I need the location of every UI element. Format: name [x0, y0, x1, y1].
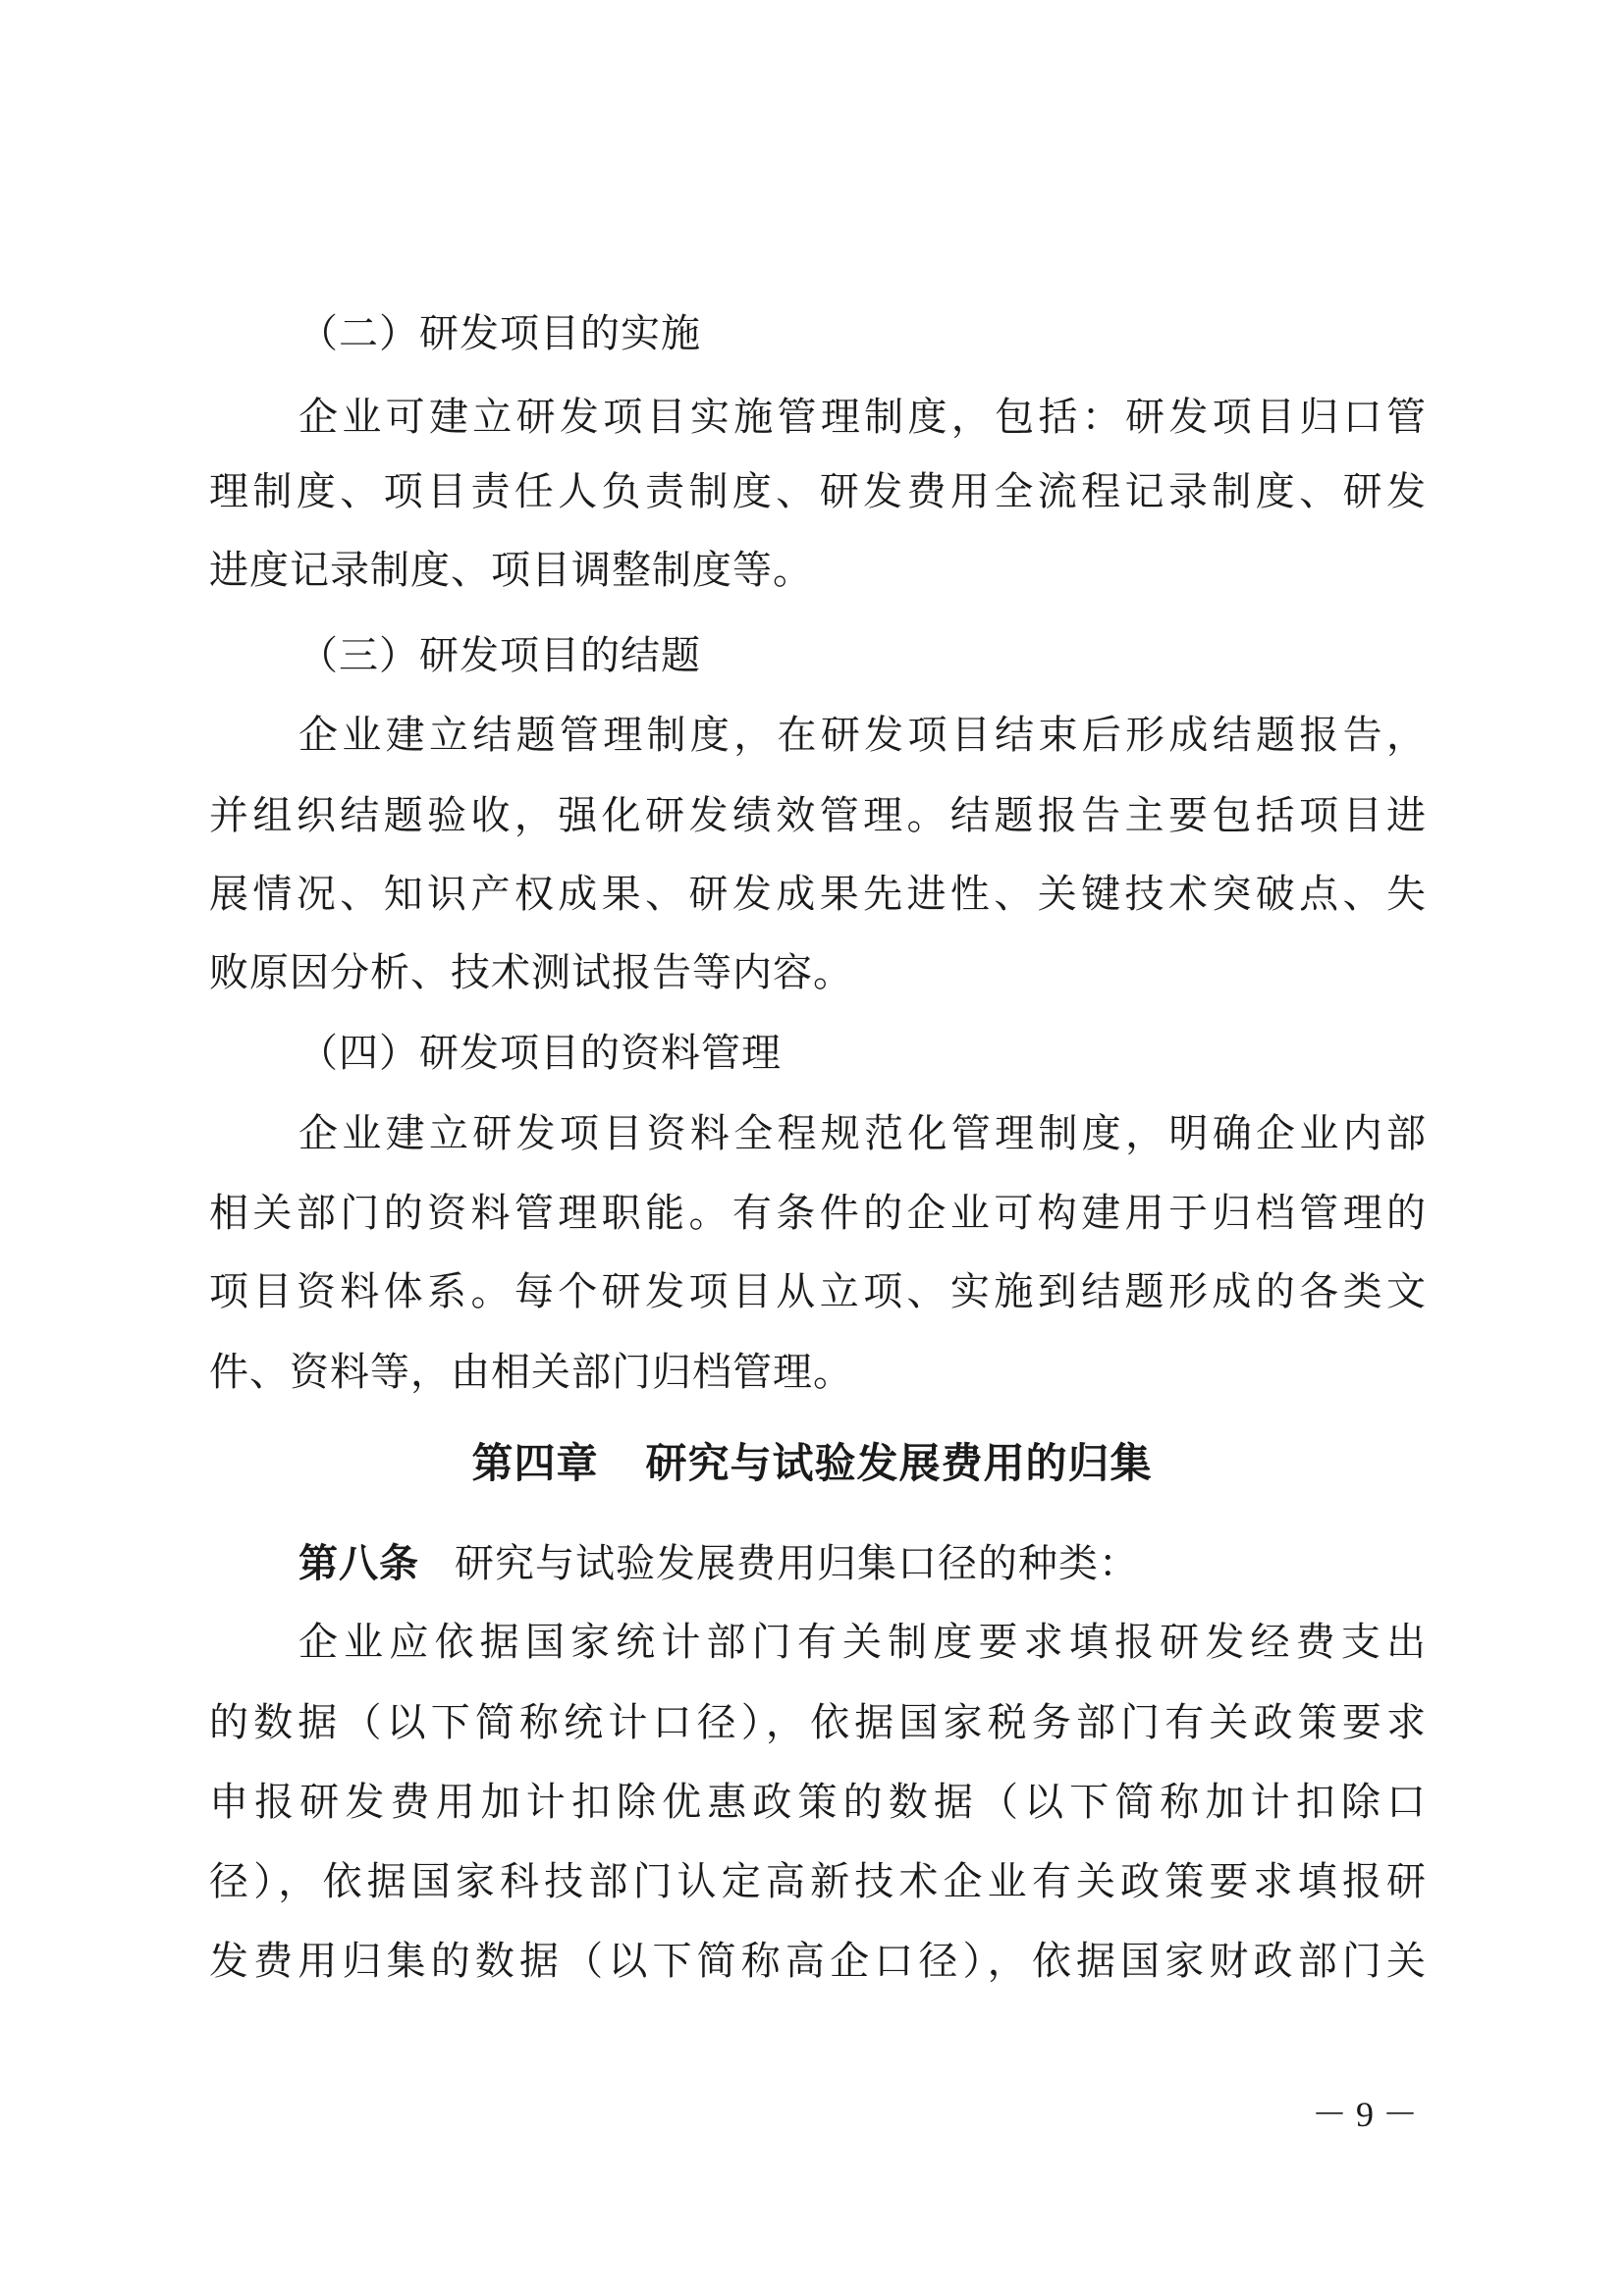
chapter-heading — [0, 1435, 1624, 1492]
page-number: － 9 － — [1311, 2095, 1418, 2134]
paragraph-line: 的数据（以下简称统计口径），依据国家税务部门有关政策要求 — [209, 1700, 1427, 1745]
paragraph-line: 发费用归集的数据（以下简称高企口径），依据国家财政部门关 — [209, 1939, 1427, 1984]
paragraph-line: 企业应依据国家统计部门有关制度要求填报研发经费支出 — [298, 1620, 1427, 1665]
paragraph-line: 理制度、项目责任人负责制度、研发费用全流程记录制度、研发 — [209, 469, 1427, 514]
section-heading-4: （四）研发项目的资料管理 — [298, 1031, 782, 1076]
paragraph-line: 件、资料等，由相关部门归档管理。 — [209, 1350, 853, 1395]
paragraph-line: 企业可建立研发项目实施管理制度，包括：研发项目归口管 — [298, 395, 1427, 440]
paragraph-line: 项目资料体系。每个研发项目从立项、实施到结题形成的各类文 — [209, 1269, 1427, 1314]
paragraph-line: 径），依据国家科技部门认定高新技术企业有关政策要求填报研 — [209, 1859, 1427, 1904]
paragraph-line: 企业建立结题管理制度，在研发项目结束后形成结题报告， — [298, 713, 1427, 758]
article-heading — [298, 1536, 1427, 1591]
chapter-title: 研究与试验发展费用的归集 — [645, 1439, 1153, 1487]
paragraph-line: 申报研发费用加计扣除优惠政策的数据（以下简称加计扣除口 — [209, 1780, 1427, 1825]
section-heading-2: （二）研发项目的实施 — [298, 311, 701, 356]
section-heading-3: （三）研发项目的结题 — [298, 633, 701, 678]
paragraph-line: 败原因分析、技术测试报告等内容。 — [209, 950, 853, 995]
paragraph-line: 并组织结题验收，强化研发绩效管理。结题报告主要包括项目进 — [209, 793, 1427, 838]
article-label: 第八条 — [298, 1541, 419, 1586]
chapter-number: 第四章 — [471, 1439, 599, 1487]
paragraph-line: 企业建立研发项目资料全程规范化管理制度，明确企业内部 — [298, 1111, 1427, 1156]
paragraph-line: 展情况、知识产权成果、研发成果先进性、关键技术突破点、失 — [209, 872, 1427, 917]
article-title: 研究与试验发展费用归集口径的种类： — [455, 1541, 1139, 1586]
paragraph-line: 进度记录制度、项目调整制度等。 — [209, 548, 813, 593]
paragraph-line: 相关部门的资料管理职能。有条件的企业可构建用于归档管理的 — [209, 1191, 1427, 1236]
